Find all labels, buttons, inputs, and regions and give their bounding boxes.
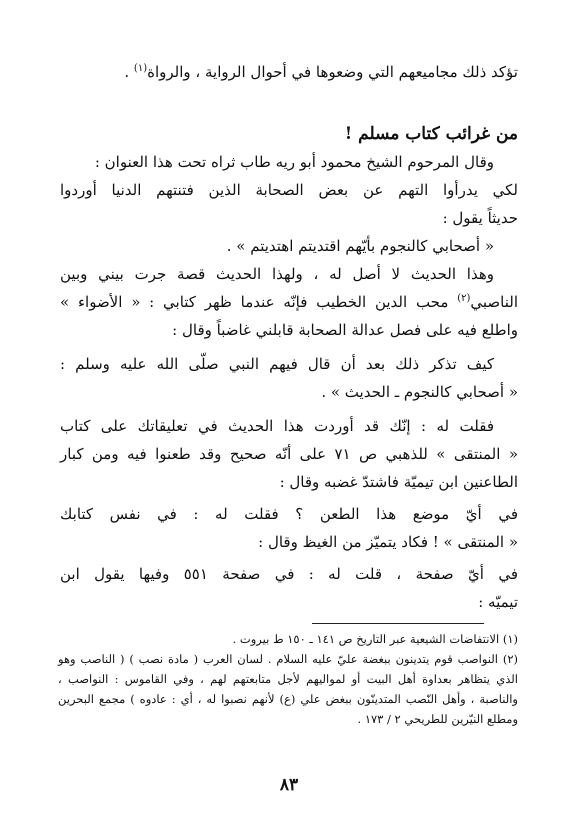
text-line: واطلع فيه على فصل عدالة الصحابة قابلني غاضباً وقال :: [172, 321, 518, 339]
text-line: في أيّ صفحة ، قلت له : في صفحة ٥٥١ وفيها يقول ابن: [60, 565, 519, 583]
text-line: « المنتقى » للذهبي ص ٧١ على أنّه صحيح وقد طعنوا فيه ومن كبار: [60, 445, 518, 463]
text-line: تيميّه :: [478, 593, 518, 611]
text-line: فقلت له : إنّك قد أوردت هذا الحديث في تعليقاتك على كتاب: [60, 417, 494, 435]
footnote: (١) الانتفاضات الشيعية عبر التاريخ ص ١٤١ ـ ١٥٠ ط بيروت .: [232, 632, 518, 646]
footnote-separator: [312, 623, 484, 624]
footnote: ومطلع النيّرين للطريحي ٢ / ١٧٣ .: [357, 712, 518, 726]
text-line: لكي يدرأوا التهم عن بعض الصحابة الذين فتنتهم الدنيا أوردوا: [60, 181, 518, 199]
text-line: تؤكد ذلك مجاميعهم التي وضعوها في أحوال الرواية ، والرواة$^{(١)}$ .: [124, 63, 518, 81]
footnote: (٢) النواصب قوم يتدينون ببغضة عليّ عليه السلام . لسان العرب ( مادة نصب ) ( الناصب وهو: [58, 652, 518, 666]
footnote: والناصبة ، وأهل النّصب المتدينّون ببغض علي (ع) لأنهم نصبوا له ، أي : عادوه ) مجمع البحرين: [58, 692, 518, 706]
footnote-ref[interactable]: (١): [133, 63, 148, 74]
page-number: ٨٣: [279, 775, 299, 795]
text-line: الناصبي$^{(٢)}$ محب الدين الخطيب فإنّه عندما ظهر كتابي : « الأضواء »: [60, 293, 518, 311]
quote-line: « أصحابي كالنجوم بأيّهم اقتديتم اهتديتم » .: [226, 237, 494, 255]
text-line: في أيّ موضع هذا الطعن ؟ فقلت له : في نفس كتابك: [60, 505, 518, 523]
text-line: حديثاً يقول :: [442, 209, 518, 227]
section-heading: من غرائب كتاب مسلم !: [344, 124, 518, 144]
text-line: « المنتقى » ! فكاد يتميّز من الغيظ وقال :: [258, 533, 518, 551]
text-line: وهذا الحديث لا أصل له ، ولهذا الحديث قصة جرت بيني وبين: [60, 265, 494, 283]
text-line: وقال المرحوم الشيخ محمود أبو ريه طاب ثراه تحت هذا العنوان :: [94, 153, 494, 171]
text-line: كيف تذكر ذلك بعد أن قال فيهم النبي صلّى الله عليه وسلم :: [60, 355, 494, 373]
quote-line: « أصحابي كالنجوم ـ الحديث » .: [321, 383, 518, 401]
text-line: الطاعنين ابن تيميّة فاشتدّ غضبه وقال :: [279, 473, 518, 491]
footnote-ref[interactable]: (٢): [457, 293, 471, 304]
footnote: الذي يتظاهر بعداوة أهل البيت أو لمواليهم لأجل متابعتهم لهم ، وفي القاموس : النواصب ،: [58, 672, 518, 686]
